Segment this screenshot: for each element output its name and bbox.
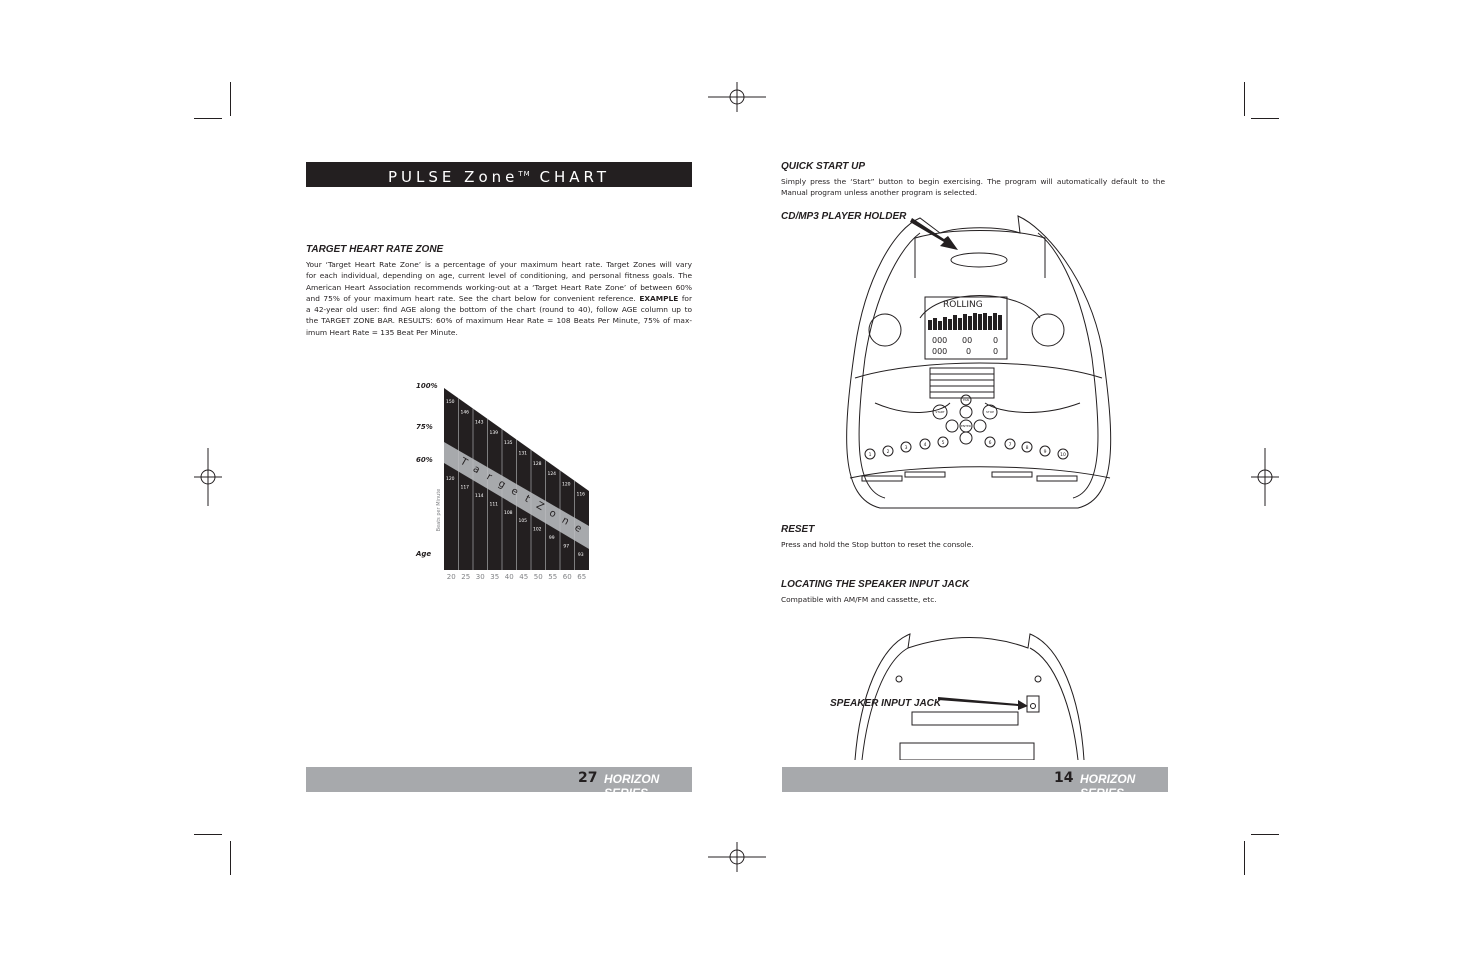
age-tick-label: 30: [475, 573, 485, 581]
y-tick-label: 100%: [416, 382, 438, 390]
bpm-60-label: 102: [532, 527, 542, 533]
target-zone-letter: T: [458, 456, 469, 469]
bpm-75-label: 116: [576, 492, 586, 498]
bpm-60-label: 108: [503, 510, 513, 516]
bpm-60-label: 111: [489, 502, 499, 508]
target-zone-body: [306, 259, 692, 338]
right-series-label: HORIZON SERIES: [1080, 772, 1136, 800]
reset-heading: RESET: [781, 524, 815, 535]
bpm-75-label: 146: [460, 410, 470, 416]
bpm-60-label: 114: [474, 494, 484, 499]
speaker-text: Compatible with AM/FM and cassette, etc.: [781, 595, 937, 604]
console-illustration: [840, 208, 1120, 516]
bpm-60-label: 97: [563, 544, 570, 550]
target-zone-letter: e: [572, 522, 584, 535]
fan-button[interactable]: FAN: [963, 398, 969, 402]
body-line: for each individual, depending on age, current level of conditioning, and personal fitness goals. The: [306, 271, 692, 281]
cd-holder-label: CD/MP3 PLAYER HOLDER: [781, 211, 907, 222]
target-zone-heading: TARGET HEART RATE ZONE: [306, 244, 444, 255]
body-line: Your ‘Target Heart Rate Zone’ is a percentage of your maximum heart rate. Target Zones will vary: [306, 260, 692, 269]
example-word: EXAMPLE: [639, 293, 679, 303]
y-axis-label: Beats per Minute: [436, 488, 442, 532]
bpm-75-label: 143: [474, 420, 484, 426]
readout-1: 000: [932, 336, 948, 345]
age-tick-label: 60: [562, 573, 572, 581]
readout-3: 0: [993, 336, 999, 345]
left-page-number: 27: [578, 770, 598, 786]
target-zone-letter: n: [559, 514, 571, 528]
target-zone-letter: e: [508, 485, 520, 499]
body-line: imum Heart Rate = 135 Beat Per Minute.: [306, 327, 458, 337]
page-title: [306, 162, 692, 187]
bpm-60-label: 105: [518, 519, 528, 525]
y-tick-label: 60%: [416, 456, 433, 464]
age-tick-label: 65: [577, 573, 587, 581]
y-tick-label: Age: [416, 550, 432, 558]
quick-start-heading: QUICK START UP: [781, 161, 866, 172]
program-button-8[interactable]: 8: [1025, 446, 1029, 451]
program-button-5[interactable]: 5: [941, 441, 945, 446]
program-button-1[interactable]: 1: [868, 453, 872, 458]
age-tick-label: 20: [446, 573, 456, 581]
body-line: [306, 293, 692, 304]
age-tick-label: 25: [461, 573, 471, 581]
age-tick-label: 40: [504, 573, 514, 581]
right-footer: [782, 767, 1168, 800]
speaker-heading: LOCATING THE SPEAKER INPUT JACK: [781, 579, 970, 590]
readout-4: 000: [932, 347, 948, 356]
bpm-60-label: 117: [460, 485, 470, 491]
bpm-75-label: 120: [561, 482, 571, 488]
age-tick-label: 50: [533, 573, 543, 581]
right-page-number: 14: [1054, 770, 1074, 786]
bpm-60-label: 99: [548, 536, 555, 541]
target-zone-letter: o: [547, 507, 558, 521]
bpm-75-label: 135: [503, 441, 513, 447]
target-zone-letter: r: [484, 471, 494, 483]
target-zone-letter: g: [496, 478, 508, 491]
quick-start-body: [781, 176, 1165, 199]
y-tick-label: 75%: [416, 423, 433, 431]
readout-6: 0: [993, 347, 999, 356]
speaker-jack-label: SPEAKER INPUT JACK: [830, 698, 942, 709]
body-line-text: and 75% of your maximum heart rate. See the chart below for convenient reference.: [306, 293, 636, 303]
quick-start-line: Simply press the ‘Start” button to begin exercising. The program will automatically default to the: [781, 177, 1165, 186]
start-button[interactable]: START: [935, 410, 945, 414]
program-button-3[interactable]: 3: [904, 446, 908, 451]
example-tail: for: [681, 293, 692, 303]
title-main: PULSE Zone: [388, 168, 519, 186]
bpm-75-label: 128: [532, 461, 542, 467]
target-zone-letter: t: [522, 493, 532, 505]
bpm-60-label: 93: [577, 552, 584, 558]
left-series-label: HORIZON SERIES: [604, 772, 660, 800]
heart-rate-chart: [410, 378, 600, 588]
title-trademark: TM: [518, 170, 531, 178]
body-line: American Heart Association recommends working-out at a ‘Target Heart Rate Zone’ of between 60%: [306, 282, 692, 292]
target-zone-letter: Z: [534, 500, 546, 514]
bpm-75-label: 150: [445, 400, 455, 405]
program-button-6[interactable]: 6: [988, 441, 992, 446]
readout-2: 00: [962, 336, 973, 345]
quick-start-line: Manual program unless another program is selected.: [781, 188, 978, 198]
age-tick-label: 45: [519, 573, 529, 581]
target-zone-letter: a: [470, 463, 482, 477]
body-line: the TARGET ZONE BAR. RESULTS: 60% of maximum Hear Rate = 108 Beats Per Minute, 75% of max-: [306, 316, 692, 326]
enter-button[interactable]: ENTER: [961, 424, 971, 428]
bpm-75-label: 139: [489, 430, 499, 436]
program-button-2[interactable]: 2: [886, 450, 890, 455]
reset-text: Press and hold the Stop button to reset the console.: [781, 540, 974, 549]
bpm-75-label: 131: [518, 451, 528, 457]
readout-5: 0: [966, 347, 972, 356]
bpm-60-label: 120: [445, 477, 455, 483]
bpm-75-label: 124: [547, 472, 557, 478]
program-button-7[interactable]: 7: [1008, 443, 1012, 448]
body-line: a 42-year old user: find AGE along the bottom of the chart (round to 40), follow AGE column up to: [306, 305, 692, 315]
stop-button[interactable]: STOP: [986, 410, 994, 414]
console-display-text: ROLLING: [943, 300, 983, 310]
age-tick-label: 35: [490, 573, 500, 581]
program-button-10[interactable]: 10: [1060, 453, 1066, 458]
age-tick-label: 55: [548, 573, 558, 581]
speaker-jack-illustration: [850, 626, 1090, 760]
program-button-9[interactable]: 9: [1043, 450, 1047, 455]
program-button-4[interactable]: 4: [923, 443, 927, 448]
title-end: CHART: [539, 168, 610, 186]
left-footer: [306, 767, 692, 800]
